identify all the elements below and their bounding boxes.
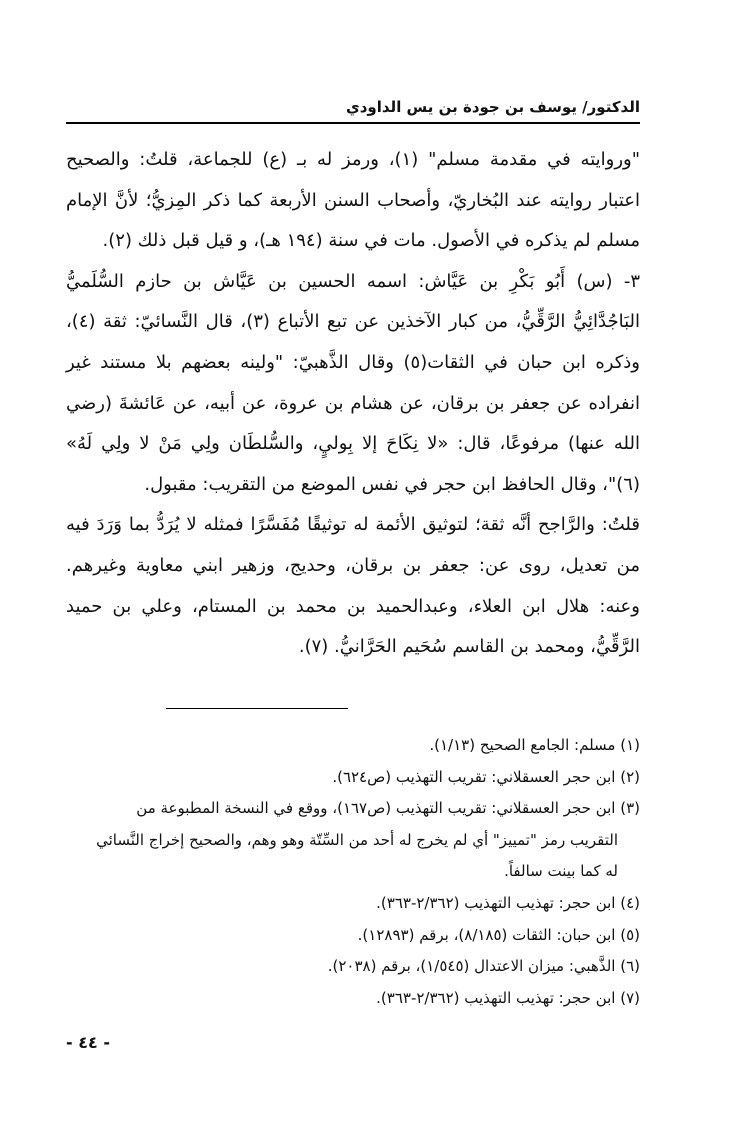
footnote-7: (٧) ابن حجر: تهذيب التهذيب (٢/٣٦٢-٣٦٣). [376,988,640,1007]
book-page [66,0,640,1122]
paragraph-2: ٣- (س) أَبُو بَكْرِ بن عَيَّاش: اسمه الحسين بن عَيَّاش بن حازم السُّلَميُّ البَاجُدَّائِيُّ الرَّقِّيُّ، من كبار الآخذين عن تبع الأتباع (٣)، قال النَّسائيّ: ثقة (٤)، وذكره ابن حبان في الثقات(٥) وقال الذَّهبيّ: "ولينه بعضهم بلا مستند غير انفراده عن جعفر بن برقان، عن هشام بن عروة، عن أبيه، عن عَائشةَ (رضي الله عنها) مرفوعًا، قال: «لا نِكَاحَ إلا بِوليٍ، والسُّلطَان ولِي مَنْ لا ولِي لَهُ» (٦)"، وقال الحافظ ابن حجر في نفس الموضع من التقريب: مقبول. [66,270,640,495]
footnote-1: (١) مسلم: الجامع الصحيح (١/١٣). [429,736,640,754]
footnote-3-continuation: التقريب رمز "تمييز" أي لم يخرج له أحد من السِّتّة وهو وهم، والصحيح إخراج النَّسائي [96,830,618,849]
footnote-5: (٥) ابن حبان: الثقات (٨/١٨٥)، برقم (١٢٨٩٣). [357,925,640,944]
footnote-3: (٣) ابن حجر العسقلاني: تقريب التهذيب (ص١٦٧)، ووقع في النسخة المطبوعة من [136,799,640,818]
footnotes [66,730,640,1014]
header-divider [66,122,640,124]
footnote-6: (٦) الذَّهبي: ميزان الاعتدال (١/٥٤٥)، برقم (٢٠٣٨). [327,957,640,976]
paragraph-1: "وروايته في مقدمة مسلم" (١)، ورمز له بـ (ع) للجماعة، قلتُ: والصحيح اعتبار روايته عند البُخاريّ، وأصحاب السنن الأربعة كما ذكر المِزيُّ؛ لأنَّ الإمام مسلم لم يذكره في الأصول. مات في سنة (١٩٤ هـ)، و قيل قبل ذلك (٢). [66,149,640,252]
footnote-4: (٤) ابن حجر: تهذيب التهذيب (٢/٣٦٢-٣٦٣). [376,893,640,912]
page-number: - ٤٤ - [66,1033,110,1052]
running-header: الدكتور/ يوسف بن جودة بن يس الداودي [345,98,640,116]
footnote-divider [166,708,348,709]
footnote-3-continuation-end: له كما بينت سالفاً. [504,862,618,881]
main-text [66,140,640,668]
paragraph-3: قلتُ: والرَّاجح أنَّه ثقة؛ لتوثيق الأئمة له توثيقًا مُفَسَّرًا فمثله لا يُرَدُّ بما وَرَدَ فيه من تعديل، روى عن: جعفر بن برقان، وحديج، وزهير ابني معاوية وغيرهم. وعنه: هلال ابن العلاء، وعبدالحميد بن محمد بن المستام، وعلي بن حميد الرَّقِّيُّ، ومحمد بن القاسم سُحَيم الحَرَّانيُّ. (٧). [66,514,640,658]
footnote-2: (٢) ابن حجر العسقلاني: تقريب التهذيب (ص٦٢٤). [332,767,640,786]
